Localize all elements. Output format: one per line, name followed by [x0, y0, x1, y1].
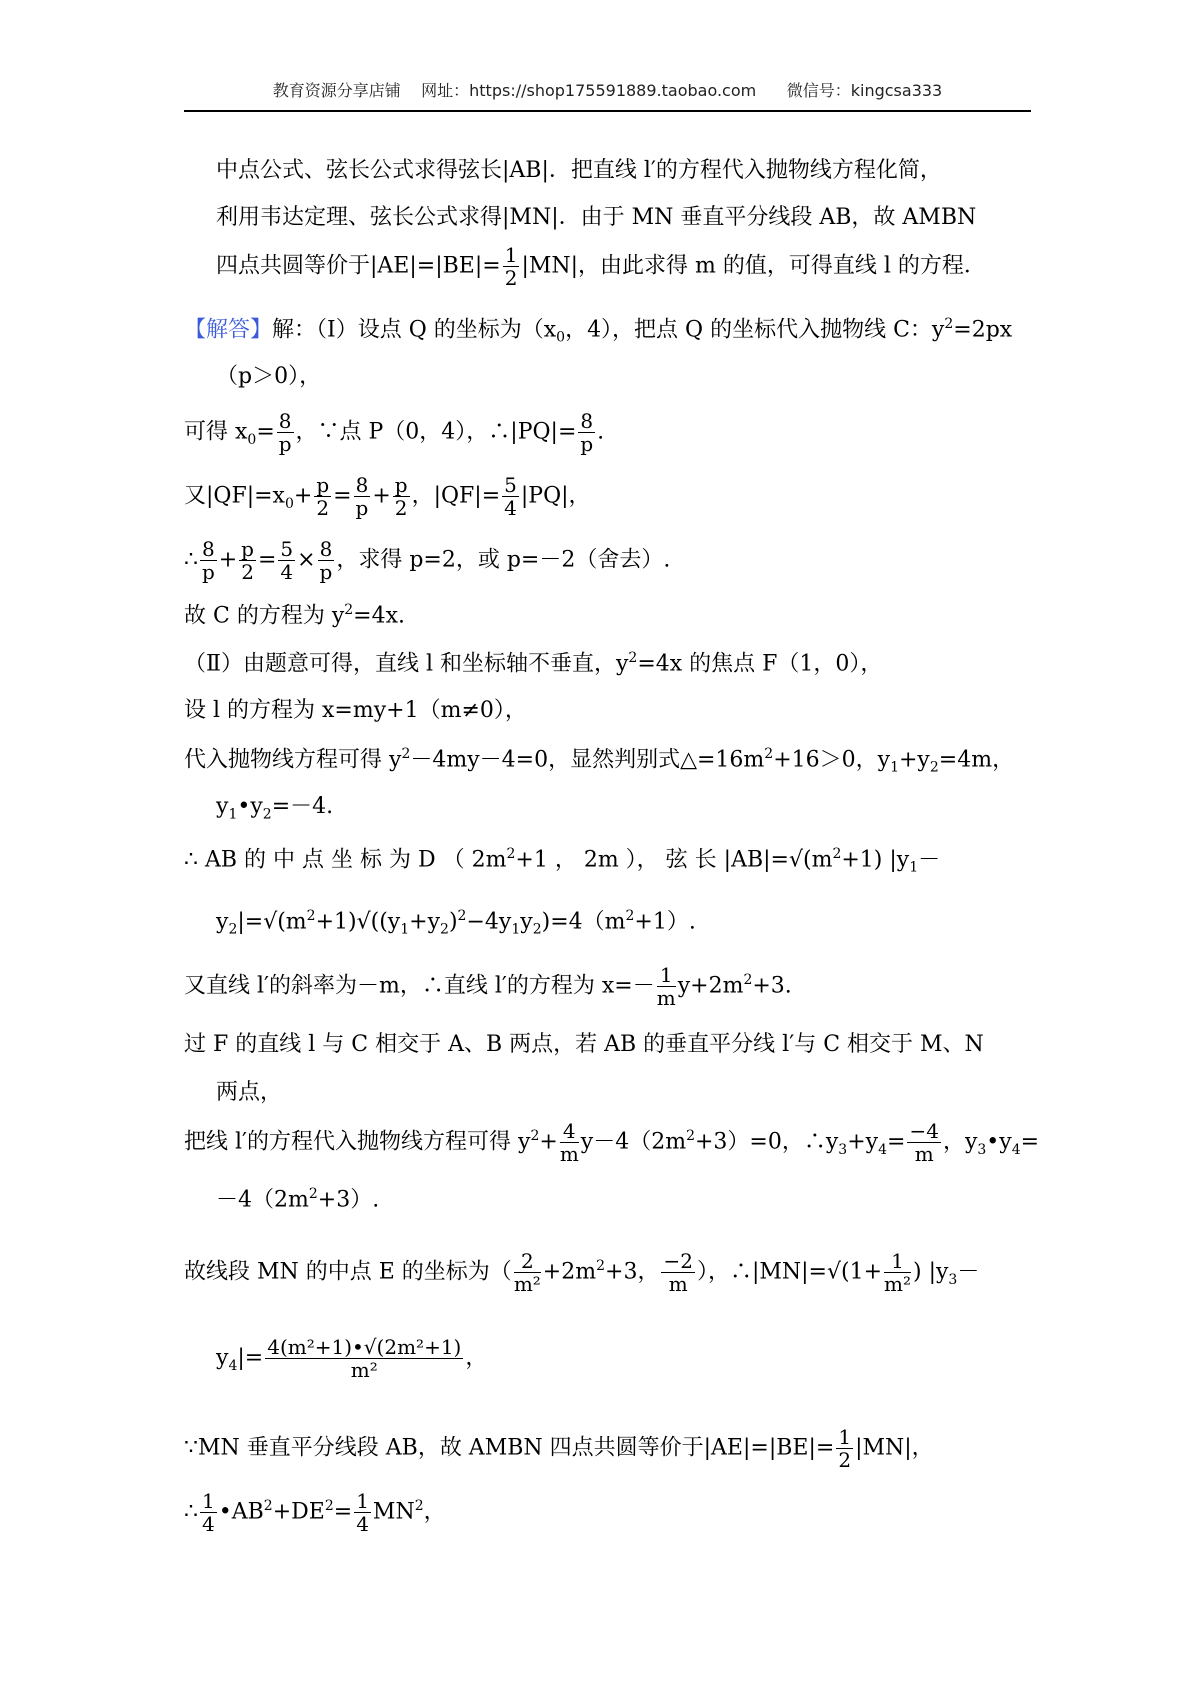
- page-header: [184, 78, 1031, 108]
- site-url[interactable]: https://shop175591889.taobao.com: [469, 81, 757, 100]
- text-line-24: ∴ $\frac{1}{4}$ $•AB^2+DE^2=$ $\frac{1}{4}$ $MN^2$，: [184, 1489, 446, 1536]
- text-line-13: $y_1•y_2=-4$.: [216, 794, 334, 823]
- text-line-20: $-4(2m^2+3)$.: [216, 1186, 380, 1213]
- text-line-1: 中点公式、弦长公式求得弦长|AB|．把直线 l′的方程代入抛物线方程化简，: [216, 158, 942, 183]
- text-line-2: 利用韦达定理、弦长公式求得|MN|．由于 MN 垂直平分线段 AB，故 AMBN: [216, 205, 977, 230]
- text-line-3: 四点共圆等价于|AE|=|BE|= $\frac{1}{2}$ |MN|，由此求得 m 的值，可得直线 l 的方程．: [216, 243, 986, 290]
- text-line-23: ∵MN 垂直平分线段 AB，故 AMBN 四点共圆等价于|AE|=|BE|= $\frac{1}{2}$ |MN|，: [184, 1425, 934, 1472]
- text-line-6: 可得 $x_0=$ $\frac{8}{p}$ ，∵点 P（0，4），∴|PQ|= $\frac{8}{p}$ .: [184, 409, 605, 456]
- text-line-17: 过 F 的直线 l 与 C 相交于 A、B 两点，若 AB 的垂直平分线 l′与 C 相交于 M、N: [184, 1032, 984, 1057]
- text-line-11: 设 l 的方程为 x=my+1（m≠0），: [184, 698, 527, 723]
- text-line-8: ∴ $\frac{8}{p}$ + $\frac{p}{2}$ = $\frac{5}{4}$ × $\frac{8}{p}$ ，求得 p=2，或 p=－2（舍去）.: [184, 537, 671, 584]
- text-line-22: $y_4|=$ $\frac{\text{4(m²+1)•√(2m²+1)}}{\text{m²}}$ ，: [216, 1335, 488, 1382]
- text-line-12: 代入抛物线方程可得 $y^2-4my-4=0$，显然判别式$\triangle=16m^2+16>0$，$y_1+y_2=4m$，: [184, 746, 1015, 776]
- text-line-5: （p＞0），: [216, 364, 322, 389]
- text-line-14: ∴ AB 的 中 点 坐 标 为 D （ $2m^2+1$ ， 2m ）， 弦 长 $|AB|=√(m^2+1)$ $|y_1-$: [184, 846, 941, 876]
- wechat-label: 微信号：: [786, 81, 851, 100]
- wechat-id: kingcsa333: [850, 81, 943, 100]
- shop-name: 教育资源分享店铺: [272, 81, 401, 100]
- text-line-16: 又直线 l′的斜率为－m，∴直线 l′的方程为 x=－ $\frac{1}{m}$ $y+2m^2+3$.: [184, 963, 792, 1010]
- answer-tag: 【解答】: [184, 317, 273, 343]
- text-line-19: 把线 l′的方程代入抛物线方程可得 $y^2+$ $\frac{4}{m}$ $y-4(2m^2+3)=0$，$\therefore y_3+y_4=$ $\frac{-4}{m}$ ，$y_3•y_4=$: [184, 1119, 1040, 1166]
- text-line-4: 【解答】解：（Ⅰ）设点 Q 的坐标为（$x_0$，4），把点 Q 的坐标代入抛物线 C：$y^2=2px$: [184, 316, 1013, 346]
- site-label: 网址：: [421, 81, 470, 100]
- header-rule: [184, 110, 1031, 112]
- text-line-18: 两点，: [216, 1080, 283, 1105]
- text-line-9: 故 C 的方程为 $y^2=4x$.: [184, 602, 406, 629]
- text-line-10: （Ⅱ）由题意可得，直线 l 和坐标轴不垂直，$y^2=4x$ 的焦点 F（1，0），: [184, 650, 883, 677]
- text-line-15: $y_2|=√(m^2+1)√((y_1+y_2)^2-4y_1y_2)=4(m^2+1)$.: [216, 908, 696, 938]
- text-line-7: 又$|QF|=x_0+$ $\frac{p}{2}$ = $\frac{8}{p}$ + $\frac{p}{2}$ ，|QF|= $\frac{5}{4}$ |PQ|，: [184, 473, 591, 520]
- text-line-21: 故线段 MN 的中点 E 的坐标为（ $\frac{2}{\text{m²}}$ $+2m^2+3$， $\frac{-2}{m}$ ），∴|MN|=√(1+ $\frac{1}{\text{m²}}$ ) $|y_3-$: [184, 1249, 980, 1296]
- fraction: $\frac{1}{2}$: [504, 243, 518, 290]
